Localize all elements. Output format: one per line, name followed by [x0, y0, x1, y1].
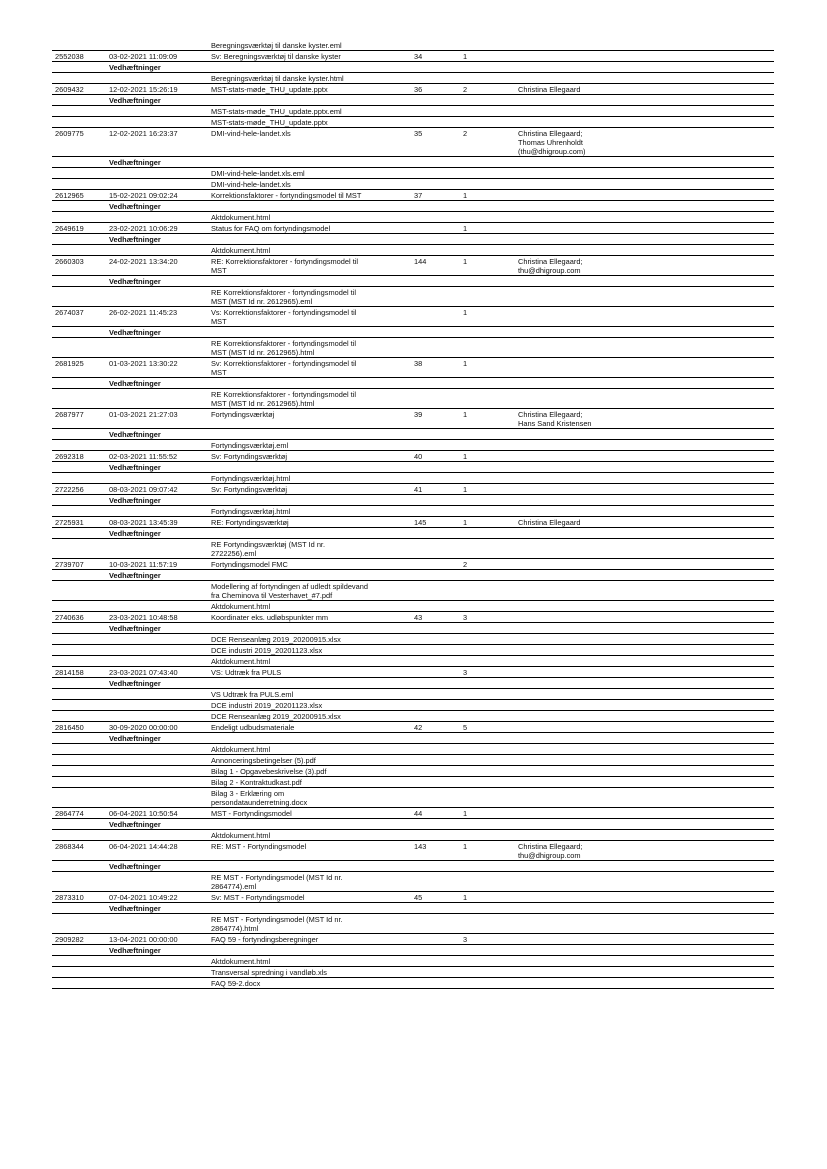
attachment-filename: Aktdokument.html	[211, 657, 271, 666]
attachment-row	[52, 245, 774, 256]
doc-number: 37	[414, 191, 423, 200]
attachments-label: Vedhæftninger	[109, 820, 161, 829]
doc-date: 23-03-2021 07:43:40	[109, 668, 178, 677]
doc-date: 26-02-2021 11:45:23	[109, 308, 178, 317]
doc-recipients: Christina Ellegaard	[518, 518, 581, 527]
doc-subject: RE: MST - Fortyndingsmodel	[211, 842, 307, 851]
doc-subject: MST-stats-møde_THU_update.pptx	[211, 85, 328, 94]
doc-recipients: Christina Ellegaard; thu@dhigroup.com	[518, 257, 583, 275]
doc-subject: VS: Udtræk fra PULS	[211, 668, 282, 677]
doc-number: 43	[414, 613, 423, 622]
doc-date: 06-04-2021 14:44:28	[109, 842, 178, 851]
doc-count: 1	[463, 410, 468, 419]
document-table	[52, 40, 774, 989]
doc-date: 02-03-2021 11:55:52	[109, 452, 178, 461]
attachment-row	[52, 338, 774, 358]
doc-id: 2739707	[55, 560, 84, 569]
doc-subject: Sv: Beregningsværktøj til danske kyster	[211, 52, 341, 61]
doc-date: 23-02-2021 10:06:29	[109, 224, 178, 233]
doc-id: 2873310	[55, 893, 84, 902]
attachment-row	[52, 440, 774, 451]
doc-date: 01-03-2021 13:30:22	[109, 359, 178, 368]
attachment-filename: DMI-vind-hele-landet.xls	[211, 180, 291, 189]
doc-subject: Fortyndingsværktøj	[211, 410, 275, 419]
attachments-label: Vedhæftninger	[109, 734, 161, 743]
attachments-header-row	[52, 276, 774, 287]
attachment-row	[52, 117, 774, 128]
doc-count: 1	[463, 842, 468, 851]
attachment-row	[52, 766, 774, 777]
attachments-label: Vedhæftninger	[109, 235, 161, 244]
doc-count: 3	[463, 613, 468, 622]
attachment-row	[52, 645, 774, 656]
doc-count: 3	[463, 935, 468, 944]
doc-date: 08-03-2021 09:07:42	[109, 485, 178, 494]
attachments-header-row	[52, 95, 774, 106]
doc-subject: FAQ 59 - fortyndingsberegninger	[211, 935, 319, 944]
document-row	[52, 84, 774, 95]
doc-number: 34	[414, 52, 423, 61]
doc-recipients: Christina Ellegaard; Hans Sand Kristensen	[518, 410, 592, 428]
attachment-row	[52, 872, 774, 892]
doc-date: 12-02-2021 16:23:37	[109, 129, 178, 138]
doc-date: 10-03-2021 11:57:19	[109, 560, 178, 569]
attachments-label: Vedhæftninger	[109, 63, 161, 72]
doc-id: 2722256	[55, 485, 84, 494]
attachment-row	[52, 581, 774, 601]
attachment-filename: MST-stats-møde_THU_update.pptx	[211, 118, 328, 127]
attachments-header-row	[52, 623, 774, 634]
document-row	[52, 256, 774, 276]
document-row	[52, 190, 774, 201]
doc-recipients: Christina Ellegaard; Thomas Uhrenholdt (thu@dhigroup.com)	[518, 129, 586, 156]
doc-date: 01-03-2021 21:27:03	[109, 410, 178, 419]
attachment-filename: Aktdokument.html	[211, 602, 271, 611]
document-row	[52, 51, 774, 62]
attachments-header-row	[52, 903, 774, 914]
attachments-label: Vedhæftninger	[109, 624, 161, 633]
attachment-filename: Beregningsværktøj til danske kyster.eml	[211, 41, 342, 50]
doc-id: 2692318	[55, 452, 84, 461]
attachments-label: Vedhæftninger	[109, 277, 161, 286]
doc-count: 1	[463, 308, 468, 317]
attachment-row	[52, 978, 774, 989]
doc-count: 2	[463, 129, 468, 138]
doc-subject: DMI-vind-hele-landet.xls	[211, 129, 291, 138]
attachment-row	[52, 967, 774, 978]
doc-id: 2660303	[55, 257, 84, 266]
doc-number: 41	[414, 485, 423, 494]
attachment-filename: Aktdokument.html	[211, 745, 271, 754]
attachment-row	[52, 755, 774, 766]
attachment-filename: Fortyndingsværktøj.html	[211, 474, 291, 483]
doc-count: 1	[463, 257, 468, 266]
doc-subject: Sv: Korrektionsfaktorer - fortyndingsmodel til MST	[211, 359, 357, 377]
doc-number: 42	[414, 723, 423, 732]
attachment-filename: DCE industri 2019_20201123.xlsx	[211, 701, 323, 710]
attachment-filename: Fortyndingsværktøj.eml	[211, 441, 289, 450]
doc-number: 39	[414, 410, 423, 419]
attachment-filename: Aktdokument.html	[211, 831, 271, 840]
attachments-label: Vedhæftninger	[109, 328, 161, 337]
attachments-label: Vedhæftninger	[109, 158, 161, 167]
attachments-label: Vedhæftninger	[109, 904, 161, 913]
document-row	[52, 892, 774, 903]
attachment-filename: Beregningsværktøj til danske kyster.html	[211, 74, 344, 83]
attachments-header-row	[52, 678, 774, 689]
doc-date: 12-02-2021 15:26:19	[109, 85, 178, 94]
attachment-row	[52, 506, 774, 517]
doc-subject: MST - Fortyndingsmodel	[211, 809, 292, 818]
attachments-header-row	[52, 945, 774, 956]
doc-count: 2	[463, 560, 468, 569]
attachment-row	[52, 788, 774, 808]
doc-id: 2909282	[55, 935, 84, 944]
document-row	[52, 841, 774, 861]
attachment-filename: Bilag 3 - Erklæring om persondataunderretning.docx	[211, 789, 308, 807]
attachments-label: Vedhæftninger	[109, 430, 161, 439]
doc-count: 1	[463, 52, 468, 61]
doc-id: 2687977	[55, 410, 84, 419]
doc-count: 1	[463, 518, 468, 527]
document-row	[52, 667, 774, 678]
attachment-filename: Fortyndingsværktøj.html	[211, 507, 291, 516]
doc-id: 2740636	[55, 613, 84, 622]
attachment-filename: RE Korrektionsfaktorer - fortyndingsmodel til MST (MST Id nr. 2612965).html	[211, 339, 356, 357]
attachment-row	[52, 601, 774, 612]
attachment-row	[52, 539, 774, 559]
document-row	[52, 517, 774, 528]
attachment-filename: RE MST - Fortyndingsmodel (MST Id nr. 2864774).eml	[211, 873, 343, 891]
doc-number: 38	[414, 359, 423, 368]
attachment-row	[52, 777, 774, 788]
attachment-filename: Transversal spredning i vandløb.xls	[211, 968, 327, 977]
doc-subject: RE: Fortyndingsværktøj	[211, 518, 289, 527]
attachments-label: Vedhæftninger	[109, 379, 161, 388]
attachments-header-row	[52, 201, 774, 212]
document-row	[52, 934, 774, 945]
doc-recipients: Christina Ellegaard; thu@dhigroup.com	[518, 842, 583, 860]
attachment-row	[52, 106, 774, 117]
attachment-row	[52, 168, 774, 179]
attachment-row	[52, 73, 774, 84]
attachments-header-row	[52, 327, 774, 338]
document-row	[52, 358, 774, 378]
doc-subject: Koordinater eks. udløbspunkter mm	[211, 613, 329, 622]
attachments-header-row	[52, 819, 774, 830]
doc-date: 06-04-2021 10:50:54	[109, 809, 178, 818]
doc-subject: Status for FAQ om fortyndingsmodel	[211, 224, 331, 233]
doc-number: 143	[414, 842, 427, 851]
attachment-row	[52, 700, 774, 711]
doc-id: 2609432	[55, 85, 84, 94]
attachment-row	[52, 830, 774, 841]
attachment-filename: RE MST - Fortyndingsmodel (MST Id nr. 2864774).html	[211, 915, 343, 933]
document-row	[52, 307, 774, 327]
doc-subject: Sv: Fortyndingsværktøj	[211, 452, 287, 461]
attachments-label: Vedhæftninger	[109, 202, 161, 211]
attachment-filename: Aktdokument.html	[211, 213, 271, 222]
document-row	[52, 223, 774, 234]
doc-count: 1	[463, 809, 468, 818]
doc-count: 2	[463, 85, 468, 94]
doc-number: 44	[414, 809, 423, 818]
attachments-label: Vedhæftninger	[109, 679, 161, 688]
attachment-filename: RE Korrektionsfaktorer - fortyndingsmodel til MST (MST Id nr. 2612965).html	[211, 390, 356, 408]
attachments-header-row	[52, 570, 774, 581]
document-row	[52, 409, 774, 429]
doc-id: 2816450	[55, 723, 84, 732]
attachment-filename: FAQ 59-2.docx	[211, 979, 261, 988]
doc-date: 07-04-2021 10:49:22	[109, 893, 178, 902]
attachments-header-row	[52, 861, 774, 872]
doc-date: 03-02-2021 11:09:09	[109, 52, 178, 61]
doc-subject: RE: Korrektionsfaktorer - fortyndingsmodel til MST	[211, 257, 359, 275]
doc-id: 2612965	[55, 191, 84, 200]
doc-subject: Sv: Fortyndingsværktøj	[211, 485, 287, 494]
attachment-row	[52, 212, 774, 223]
doc-date: 30-09-2020 00:00:00	[109, 723, 178, 732]
doc-id: 2725931	[55, 518, 84, 527]
document-row	[52, 128, 774, 157]
doc-date: 13-04-2021 00:00:00	[109, 935, 178, 944]
document-row	[52, 484, 774, 495]
doc-recipients: Christina Ellegaard	[518, 85, 581, 94]
attachments-label: Vedhæftninger	[109, 96, 161, 105]
doc-id: 2649619	[55, 224, 84, 233]
doc-id: 2864774	[55, 809, 84, 818]
doc-subject: Korrektionsfaktorer - fortyndingsmodel til MST	[211, 191, 362, 200]
doc-id: 2868344	[55, 842, 84, 851]
document-row	[52, 559, 774, 570]
attachment-filename: RE Fortyndingsværktøj (MST Id nr. 2722256).eml	[211, 540, 326, 558]
attachments-header-row	[52, 157, 774, 168]
attachment-filename: RE Korrektionsfaktorer - fortyndingsmodel til MST (MST Id nr. 2612965).eml	[211, 288, 356, 306]
attachments-header-row	[52, 378, 774, 389]
doc-number: 45	[414, 893, 423, 902]
doc-id: 2681925	[55, 359, 84, 368]
attachments-label: Vedhæftninger	[109, 529, 161, 538]
doc-date: 23-03-2021 10:48:58	[109, 613, 178, 622]
doc-id: 2609775	[55, 129, 84, 138]
doc-count: 1	[463, 485, 468, 494]
doc-count: 1	[463, 359, 468, 368]
attachment-filename: VS Udtræk fra PULS.eml	[211, 690, 294, 699]
attachment-row	[52, 179, 774, 190]
attachments-label: Vedhæftninger	[109, 946, 161, 955]
attachments-header-row	[52, 495, 774, 506]
document-row	[52, 722, 774, 733]
doc-subject: Fortyndingsmodel FMC	[211, 560, 288, 569]
doc-number: 40	[414, 452, 423, 461]
attachment-filename: DCE Renseanlæg 2019_20200915.xlsx	[211, 635, 341, 644]
doc-id: 2814158	[55, 668, 84, 677]
doc-subject: Endeligt udbudsmateriale	[211, 723, 295, 732]
attachments-label: Vedhæftninger	[109, 463, 161, 472]
doc-date: 08-03-2021 13:45:39	[109, 518, 178, 527]
attachments-header-row	[52, 62, 774, 73]
attachment-row	[52, 689, 774, 700]
attachment-filename: DCE industri 2019_20201123.xlsx	[211, 646, 323, 655]
doc-date: 24-02-2021 13:34:20	[109, 257, 178, 266]
doc-id: 2552038	[55, 52, 84, 61]
attachments-label: Vedhæftninger	[109, 862, 161, 871]
doc-number: 35	[414, 129, 423, 138]
attachment-row	[52, 40, 774, 51]
attachment-row	[52, 389, 774, 409]
doc-count: 3	[463, 668, 468, 677]
doc-number: 36	[414, 85, 423, 94]
attachment-row	[52, 914, 774, 934]
attachments-label: Vedhæftninger	[109, 571, 161, 580]
attachment-filename: MST-stats-møde_THU_update.pptx.eml	[211, 107, 342, 116]
attachment-filename: Bilag 1 - Opgavebeskrivelse (3).pdf	[211, 767, 327, 776]
doc-id: 2674037	[55, 308, 84, 317]
doc-number: 145	[414, 518, 427, 527]
attachment-row	[52, 634, 774, 645]
doc-subject: Vs: Korrektionsfaktorer - fortyndingsmodel til MST	[211, 308, 357, 326]
attachment-row	[52, 744, 774, 755]
doc-count: 1	[463, 224, 468, 233]
attachment-row	[52, 656, 774, 667]
attachment-filename: Aktdokument.html	[211, 957, 271, 966]
attachment-filename: Bilag 2 - Kontraktudkast.pdf	[211, 778, 302, 787]
attachment-filename: Annonceringsbetingelser (5).pdf	[211, 756, 316, 765]
attachment-row	[52, 287, 774, 307]
doc-count: 1	[463, 893, 468, 902]
attachment-row	[52, 473, 774, 484]
attachments-header-row	[52, 733, 774, 744]
attachment-filename: DMI-vind-hele-landet.xls.eml	[211, 169, 305, 178]
doc-count: 5	[463, 723, 468, 732]
attachment-filename: DCE Renseanlæg 2019_20200915.xlsx	[211, 712, 341, 721]
attachment-filename: Aktdokument.html	[211, 246, 271, 255]
doc-date: 15-02-2021 09:02:24	[109, 191, 178, 200]
attachment-row	[52, 956, 774, 967]
doc-subject: Sv: MST - Fortyndingsmodel	[211, 893, 305, 902]
doc-count: 1	[463, 191, 468, 200]
doc-number: 144	[414, 257, 427, 266]
attachments-label: Vedhæftninger	[109, 496, 161, 505]
attachments-header-row	[52, 429, 774, 440]
attachment-row	[52, 711, 774, 722]
attachments-header-row	[52, 462, 774, 473]
attachments-header-row	[52, 528, 774, 539]
attachment-filename: Modellering af fortyndingen af udledt spildevand fra Cheminova til Vesterhavet_#7.pdf	[211, 582, 368, 600]
document-row	[52, 808, 774, 819]
document-row	[52, 451, 774, 462]
doc-count: 1	[463, 452, 468, 461]
attachments-header-row	[52, 234, 774, 245]
document-row	[52, 612, 774, 623]
